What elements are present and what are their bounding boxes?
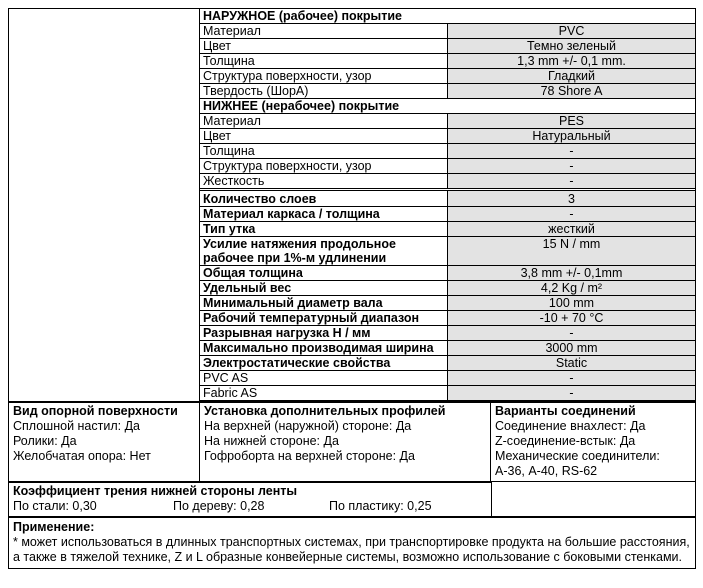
spec-table [200, 9, 695, 401]
row-label: Количество слоев [200, 190, 448, 207]
spec-table-wrap [200, 9, 695, 401]
support-title: Вид опорной поверхности [13, 404, 178, 418]
row-value: - [448, 326, 696, 341]
friction-blank [492, 482, 695, 516]
table-row [200, 222, 695, 237]
joints-line: Z-соединение-встык: Да [495, 434, 636, 448]
row-value: -10 + 70 °C [448, 311, 696, 326]
row-label: Электростатические свойства [200, 356, 448, 371]
support-line: Сплошной настил: Да [13, 419, 140, 433]
table-row [200, 311, 695, 326]
row-label: Материал каркаса / толщина [200, 207, 448, 222]
table-row [200, 356, 695, 371]
row-label: Максимально производимая ширина [200, 341, 448, 356]
row-label: Fabric AS [200, 386, 448, 401]
table-row [200, 237, 695, 266]
spec-sheet [8, 8, 696, 569]
spec-left-blank [9, 9, 200, 401]
row-label: Цвет [200, 39, 448, 54]
table-row [200, 207, 695, 222]
row-label: Тип утка [200, 222, 448, 237]
row-value: - [448, 371, 696, 386]
table-row [200, 371, 695, 386]
friction-wood: По дереву: 0,28 [173, 499, 265, 513]
support-section [9, 403, 200, 481]
row-value: Натуральный [448, 129, 696, 144]
joints-section [491, 403, 695, 481]
row-label: PVC AS [200, 371, 448, 386]
friction-steel: По стали: 0,30 [13, 499, 97, 513]
table-row [200, 296, 695, 311]
row-label: Рабочий температурный диапазон [200, 311, 448, 326]
row-value: PVC [448, 24, 696, 39]
table-row [200, 159, 695, 174]
table-row [200, 281, 695, 296]
inner-header: НИЖНЕЕ (нерабочее) покрытие [200, 99, 695, 114]
row-value: - [448, 386, 696, 401]
row-label: Структура поверхности, узор [200, 159, 448, 174]
row-value: 15 N / mm [448, 237, 696, 266]
row-value: жесткий [448, 222, 696, 237]
inner-header-row [200, 99, 695, 114]
friction-plastic: По пластику: 0,25 [329, 499, 432, 513]
row-value: Темно зеленый [448, 39, 696, 54]
joints-title: Варианты соединений [495, 404, 636, 418]
table-row [200, 386, 695, 401]
row-label: Усилие натяжения продольное рабочее при 1%-м удлинении [200, 237, 448, 266]
row-label: Разрывная нагрузка Н / мм [200, 326, 448, 341]
table-row [200, 84, 695, 99]
row-label: Материал [200, 24, 448, 39]
table-row [200, 69, 695, 84]
row-value: - [448, 159, 696, 174]
support-line: Ролики: Да [13, 434, 77, 448]
table-row [200, 341, 695, 356]
spec-block [8, 8, 696, 401]
table-row [200, 129, 695, 144]
row-label: Структура поверхности, узор [200, 69, 448, 84]
support-line: Желобчатая опора: Нет [13, 449, 151, 463]
row-label: Твердость (ШорА) [200, 84, 448, 99]
table-row [200, 39, 695, 54]
row-label: Общая толщина [200, 266, 448, 281]
joints-line: Механические соединители: А-36, А-40, RS-62 [495, 449, 660, 478]
profiles-line: Гофроборта на верхней стороне: Да [204, 449, 415, 463]
row-value: 1,3 mm +/- 0,1 mm. [448, 54, 696, 69]
profiles-section [200, 403, 491, 481]
row-value: 3000 mm [448, 341, 696, 356]
row-value: Static [448, 356, 696, 371]
row-value: Гладкий [448, 69, 696, 84]
row-value: 100 mm [448, 296, 696, 311]
joints-line: Соединение внахлест: Да [495, 419, 646, 433]
row-value: 4,2 Kg / m² [448, 281, 696, 296]
profiles-line: На нижней стороне: Да [204, 434, 339, 448]
profiles-line: На верхней (наружной) стороне: Да [204, 419, 412, 433]
friction-title: Коэффициент трения нижней стороны ленты [13, 484, 298, 498]
row-value: 3,8 mm +/- 0,1mm [448, 266, 696, 281]
application-text: * может использоваться в длинных транспортных системах, при транспортировке продукта на большие расстояния, а также в тяжелой технике, Z и L образные конвейерные системы, возможно использование с боковыми стенками. [13, 535, 690, 564]
row-label: Минимальный диаметр вала [200, 296, 448, 311]
table-row [200, 54, 695, 69]
row-value: - [448, 207, 696, 222]
application-title: Применение: [13, 520, 95, 534]
row-label: Толщина [200, 144, 448, 159]
row-value: - [448, 174, 696, 190]
row-label: Материал [200, 114, 448, 129]
friction-section [9, 482, 492, 516]
table-row [200, 190, 695, 207]
row-value: PES [448, 114, 696, 129]
table-row [200, 24, 695, 39]
row-label: Жесткость [200, 174, 448, 190]
table-row [200, 144, 695, 159]
table-row [200, 326, 695, 341]
table-row [200, 174, 695, 190]
row-value: 3 [448, 190, 696, 207]
options-row [8, 401, 696, 482]
row-label: Толщина [200, 54, 448, 69]
row-label: Цвет [200, 129, 448, 144]
application-section [8, 516, 696, 569]
row-label: Удельный вес [200, 281, 448, 296]
row-value: 78 Shore A [448, 84, 696, 99]
row-value: - [448, 144, 696, 159]
table-row [200, 266, 695, 281]
outer-header: НАРУЖНОЕ (рабочее) покрытие [200, 9, 695, 24]
profiles-title: Установка дополнительных профилей [204, 404, 446, 418]
friction-row [8, 482, 696, 516]
outer-header-row [200, 9, 695, 24]
table-row [200, 114, 695, 129]
